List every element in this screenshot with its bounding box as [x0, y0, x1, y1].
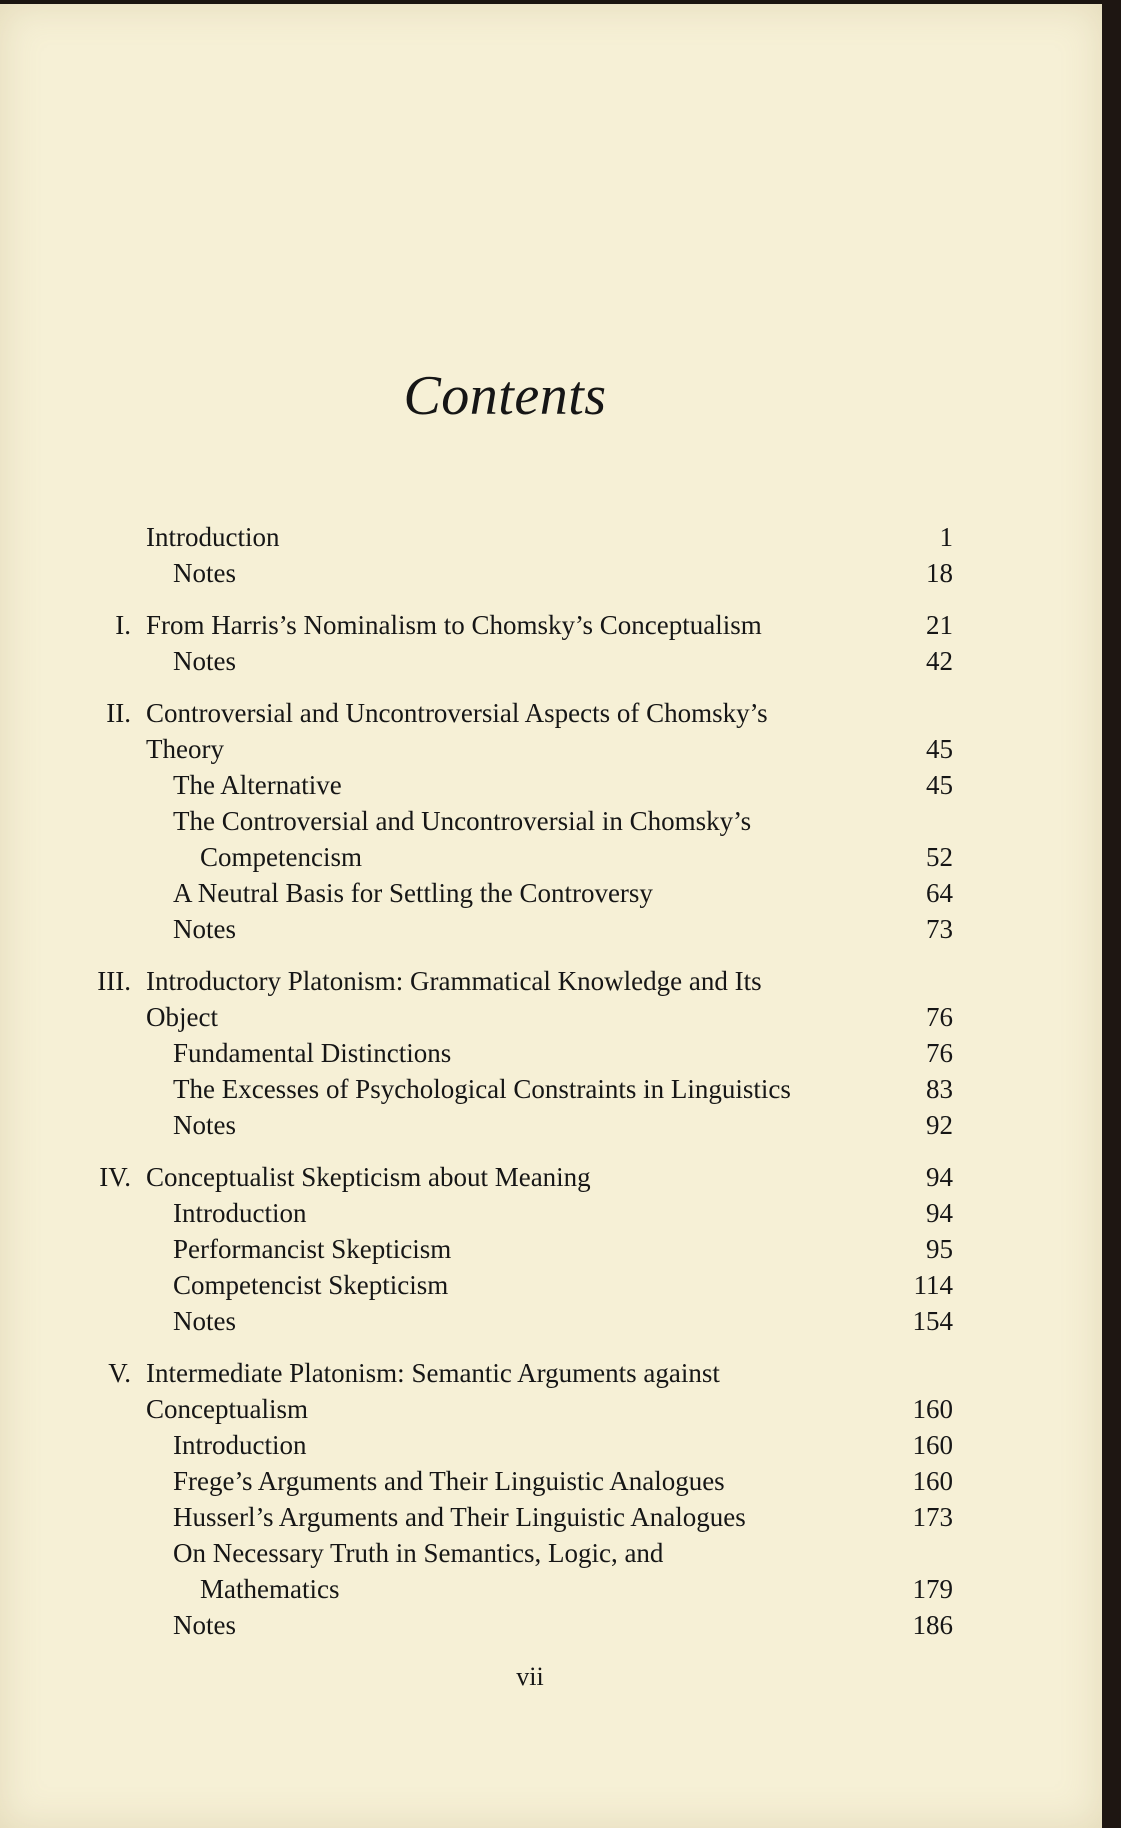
toc-entry-title: On Necessary Truth in Semantics, Logic, and: [173, 1538, 664, 1568]
toc-page-number: 154: [912, 1306, 953, 1336]
toc-page-number: 73: [926, 914, 953, 944]
toc-page-number: 42: [926, 646, 953, 676]
toc-entry-title: Object: [146, 1002, 218, 1032]
toc-page-number: 52: [926, 842, 953, 872]
toc-entry-title: From Harris’s Nominalism to Chomsky’s Conceptualism: [146, 610, 762, 640]
toc-entry-title: Conceptualist Skepticism about Meaning: [146, 1162, 591, 1192]
toc-entry: [0, 1607, 1102, 1643]
toc-page-number: 114: [913, 1270, 953, 1300]
toc-entry: [0, 1463, 1102, 1499]
toc-entry-title: Conceptualism: [146, 1394, 308, 1424]
toc-entry: [0, 695, 1102, 731]
toc-entry: [0, 555, 1102, 591]
toc-entry: [0, 607, 1102, 643]
toc-entry: [0, 1499, 1102, 1535]
toc-page-number: 83: [926, 1074, 953, 1104]
toc-entry-title: Intermediate Platonism: Semantic Arguments against: [146, 1358, 720, 1388]
toc-page-number: 94: [926, 1198, 953, 1228]
toc-entry: [0, 519, 1102, 555]
toc-page-number: 179: [912, 1574, 953, 1604]
page-number: vii: [516, 1662, 544, 1691]
page-title: Contents: [403, 365, 607, 427]
toc-page-number: 95: [926, 1234, 953, 1264]
toc-entry: [0, 999, 1102, 1035]
toc-page-number: 45: [926, 770, 953, 800]
toc-entry: [0, 1391, 1102, 1427]
toc-entry-title: Husserl’s Arguments and Their Linguistic Analogues: [173, 1502, 746, 1532]
toc-entry-title: Frege’s Arguments and Their Linguistic Analogues: [173, 1466, 725, 1496]
table-of-contents: [0, 519, 1102, 1643]
toc-entry-title: Introduction: [173, 1430, 307, 1460]
toc-entry: [0, 875, 1102, 911]
toc-entry: [0, 1355, 1102, 1391]
chapter-number: III.: [97, 966, 131, 996]
toc-entry: [0, 911, 1102, 947]
toc-page-number: 21: [926, 610, 953, 640]
chapter-number: V.: [108, 1358, 131, 1388]
toc-entry: [0, 1267, 1102, 1303]
toc-entry-title: Competencism: [200, 842, 362, 872]
toc-entry: [0, 643, 1102, 679]
toc-entry: [0, 1195, 1102, 1231]
scan-edge: [1102, 0, 1121, 1828]
toc-page-number: 94: [926, 1162, 953, 1192]
toc-entry-title: Notes: [173, 914, 236, 944]
toc-entry-title: The Controversial and Uncontroversial in Chomsky’s: [173, 806, 752, 836]
chapter-number: II.: [106, 698, 131, 728]
toc-page-number: 92: [926, 1110, 953, 1140]
toc-page-number: 45: [926, 734, 953, 764]
toc-entry-title: Notes: [173, 1110, 236, 1140]
toc-page-number: 1: [939, 522, 953, 552]
toc-entry-title: Notes: [173, 1306, 236, 1336]
toc-entry-title: Introduction: [173, 1198, 307, 1228]
toc-entry: [0, 1535, 1102, 1571]
toc-entry-title: Controversial and Uncontroversial Aspects of Chomsky’s: [146, 698, 768, 728]
toc-entry: [0, 1159, 1102, 1195]
toc-entry-title: Fundamental Distinctions: [173, 1038, 452, 1068]
toc-entry: [0, 963, 1102, 999]
toc-page-number: 64: [926, 878, 953, 908]
toc-page-number: 173: [912, 1502, 953, 1532]
toc-page-number: 160: [912, 1466, 953, 1496]
toc-entry-title: The Alternative: [173, 770, 342, 800]
toc-entry-title: Performancist Skepticism: [173, 1234, 452, 1264]
toc-entry-title: Competencist Skepticism: [173, 1270, 449, 1300]
toc-page-number: 76: [926, 1038, 953, 1068]
toc-page-number: 18: [926, 558, 953, 588]
toc-entry: [0, 1035, 1102, 1071]
toc-entry: [0, 1303, 1102, 1339]
toc-entry-title: Notes: [173, 646, 236, 676]
toc-entry: [0, 1571, 1102, 1607]
toc-entry-title: Theory: [146, 734, 224, 764]
toc-entry: [0, 767, 1102, 803]
toc-page-number: 160: [912, 1394, 953, 1424]
toc-page-number: 160: [912, 1430, 953, 1460]
toc-entry-title: The Excesses of Psychological Constraints in Linguistics: [173, 1074, 791, 1104]
toc-entry: [0, 839, 1102, 875]
toc-page-number: 186: [912, 1610, 953, 1640]
toc-entry: [0, 1427, 1102, 1463]
toc-entry-title: Introductory Platonism: Grammatical Knowledge and Its: [146, 966, 762, 996]
toc-entry-title: Notes: [173, 558, 236, 588]
toc-entry: [0, 803, 1102, 839]
toc-entry-title: Mathematics: [200, 1574, 340, 1604]
toc-entry: [0, 1071, 1102, 1107]
toc-entry: [0, 1231, 1102, 1267]
toc-entry-title: Introduction: [146, 522, 280, 552]
toc-entry: [0, 1107, 1102, 1143]
chapter-number: IV.: [99, 1162, 131, 1192]
toc-entry: [0, 731, 1102, 767]
chapter-number: I.: [115, 610, 131, 640]
toc-entry-title: A Neutral Basis for Settling the Controversy: [173, 878, 653, 908]
toc-page-number: 76: [926, 1002, 953, 1032]
toc-entry-title: Notes: [173, 1610, 236, 1640]
book-page: [0, 4, 1104, 1828]
